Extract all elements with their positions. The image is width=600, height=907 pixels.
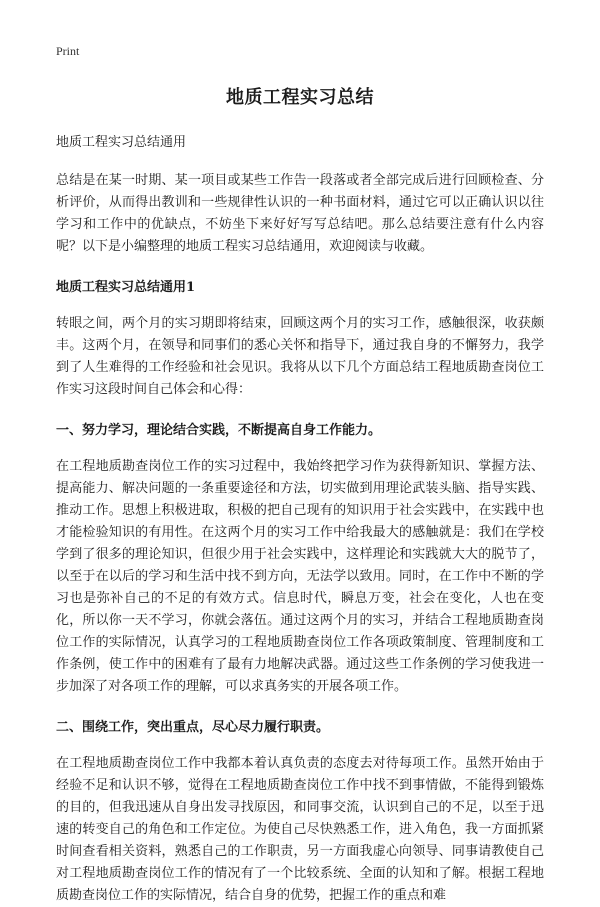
intro-paragraph: 总结是在某一时期、某一项目或某些工作告一段落或者全部完成后进行回顾检查、分析评价，从而得出教训和一些规律性认识的一种书面材料，通过它可以正确认识以往学习和工作中的优缺点，不妨坐下来好好写写总结吧。那么总结要注意有什么内容呢？以下是小编整理的地质工程实习总结通用，欢迎阅读与收藏。 <box>56 173 544 254</box>
section-heading-1: 一、努力学习，理论结合实践，不断提高自身工作能力。 <box>56 423 382 438</box>
document-subtitle: 地质工程实习总结通用 <box>56 135 187 150</box>
section-1-paragraph: 在工程地质勘查岗位工作的实习过程中，我始终把学习作为获得新知识、掌握方法、提高能力、解决问题的一条重要途径和方法，切实做到用理论武装头脑、指导实践、推动工作。思想上积极进取，积极的把自己现有的知识用于社会实践中，在实践中也才能检验知识的有用性。在这两个月的实习工作中给我最大的感触就是：我们在学校学到了很多的理论知识，但很少用于社会实践中，这样理论和实践就大大的脱节了，以至于在以后的学习和生活中找不到方向，无法学以致用。同时，在工作中不断的学习也是弥补自己的不足的有效方式。信息时代，瞬息万变，社会在变化，人也在变化，所以你一天不学习，你就会落伍。通过这两个月的实习，并结合工程地质勘查岗位工作的实际情况，认真学习的工程地质勘查岗位工作各项政策制度、管理制度和工作条例，使工作中的困难有了最有力地解决武器。通过这些工作条例的学习使我进一步加深了对各项工作的理解，可以求真务实的开展各项工作。 <box>56 459 544 694</box>
section-2-paragraph: 在工程地质勘查岗位工作中我都本着认真负责的态度去对待每项工作。虽然开始由于经验不足和认识不够，觉得在工程地质勘查岗位工作中找不到事情做，不能得到锻炼的目的，但我迅速从自身出发寻找原因，和同事交流，认识到自己的不足，以至于迅速的转变自己的角色和工作定位。为使自己尽快熟悉工作，进入角色，我一方面抓紧时间查看相关资料，熟悉自己的工作职责，另一方面我虚心向领导、同事请教使自己对工程地质勘查岗位工作的情况有了一个比较系统、全面的认知和了解。根据工程地质勘查岗位工作的实际情况，结合自身的优势，把握工作的重点和难 <box>56 756 544 903</box>
article-heading: 地质工程实习总结通用1 <box>56 280 196 295</box>
print-link[interactable]: Print <box>56 44 80 58</box>
document-title: 地质工程实习总结 <box>226 87 374 108</box>
section-heading-2: 二、围绕工作，突出重点，尽心尽力履行职责。 <box>56 720 330 735</box>
opening-paragraph: 转眼之间，两个月的实习期即将结束，回顾这两个月的实习工作，感触很深，收获颇丰。这两个月，在领导和同事们的悉心关怀和指导下，通过我自身的不懈努力，我学到了人生难得的工作经验和社会见识。我将从以下几个方面总结工程地质勘查岗位工作实习这段时间自己体会和心得： <box>56 316 544 397</box>
